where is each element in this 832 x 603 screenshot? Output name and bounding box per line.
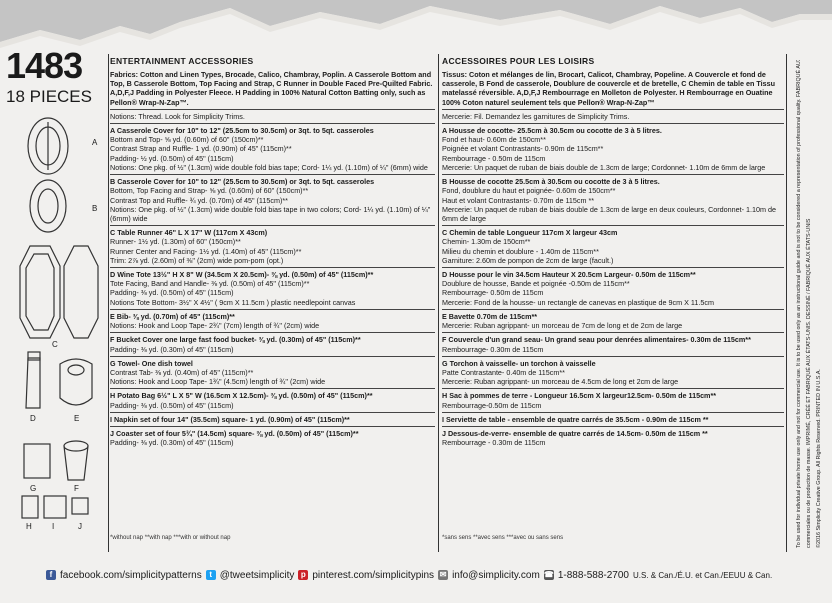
thumb-label-h: H <box>26 522 32 531</box>
section-heading: D Housse pour le vin 34.5cm Hauteur X 20.5cm Largeur- 0.50m de 115cm** <box>442 270 696 280</box>
line-drawings <box>0 108 108 548</box>
section-line: Patte Contrastante- 0.40m de 115cm** <box>442 368 565 377</box>
section-line: Chemin- 1.30m de 150cm** <box>442 237 531 247</box>
section-line: Poignée et volant Contrastants- 0.90m de 115cm** <box>442 144 604 154</box>
section-line: Notions Tote Bottom- 3½" X 4½" ( 9cm X 11.5cm ) plastic needlepoint canvas <box>110 297 356 307</box>
casserole-cover-b-icon <box>30 180 66 232</box>
thumb-label-e: E <box>74 414 80 423</box>
social-footer <box>46 566 832 584</box>
email-link[interactable]: info@simplicity.com <box>452 569 540 581</box>
facebook-link[interactable]: facebook.com/simplicitypatterns <box>60 569 202 581</box>
thumb-label-i: I <box>52 522 55 531</box>
section-line: Contrast Strap and Ruffle- 1 yd. (0.90m) of 45" (115cm)** <box>110 144 292 154</box>
section-heading: B Casserole Cover for 10" to 12" (25.5cm to 30.5cm) or 3qt. to 5qt. casseroles <box>110 177 375 187</box>
fr-section-0 <box>442 123 784 172</box>
section-heading: I Napkin set of four 14" (35.5cm) square- 1 yd. (0.90m) of 45" (115cm)** <box>110 414 350 424</box>
thumb-label-f: F <box>74 484 79 493</box>
section-line: Notions: One pkg. of ½" (1.3cm) wide double fold bias tape; Cord- 1¼ yd. (1.10m) of ¼" (6mm) wide <box>110 162 428 172</box>
thumb-label-b: B <box>92 204 98 213</box>
thumb-label-a: A <box>92 138 98 147</box>
section-line: Garniture: 2.60m de pompon de 2cm de large (facult.) <box>442 255 614 265</box>
thumb-label-c: C <box>52 340 58 349</box>
section-heading: H Sac à pommes de terre - Longueur 16.5cm X largeur12.5cm- 0.50m de 115cm** <box>442 391 717 401</box>
facebook-icon: f <box>46 570 56 580</box>
section-line: Mercerie: Fond de la housse- un rectangle de canevas en plastique de 9cm X 11.5cm <box>442 297 714 307</box>
section-line: Mercerie: Ruban agrippant- un morceau de 4.5cm de long et 2cm de large <box>442 377 679 387</box>
french-fabrics: Tissus: Coton et mélanges de lin, Brocart, Calicot, Chambray, Popeline. A Couvercle et fond de casserole, B Fond de casserole, Doublure de couvercle et de bretelle, C Chemin de table en Tissu matelassé réversible. A,D,F,J Rembourrage en Molleton de Polyester. H Rembourrage en Ouatine 100% Coton naturel seulement tels que Pellon® Wrap-N-Zap™ <box>442 69 775 107</box>
section-heading: H Potato Bag 6½" L X 5" W (16.5cm X 12.5cm)- ⅜ yd. (0.50m) of 45" (115cm)** <box>110 391 373 401</box>
section-line: Fond et haut- 0.60m de 150cm** <box>442 135 546 145</box>
section-heading: F Couvercle d'un grand seau- Un grand seau pour denrées alimentaires- 0.30m de 115cm** <box>442 335 751 345</box>
phone-note: U.S. & Can./É.U. et Can./EEUU & Can. <box>633 570 773 580</box>
vertical-line-2: commerciales ou de production de masse. IMPRIMÉ, CRÉÉ ET FABRIQUÉ AUX ÉTATS-UNIS. DESSINÉ / FABRIQUÉ AUX ÉTATS-UNIS <box>806 218 812 548</box>
french-column <box>442 56 784 551</box>
section-line: Doublure de housse, Bande et poignée -0.50m de 115cm** <box>442 279 630 289</box>
section-heading: C Table Runner 46" L X 17" W (117cm X 43cm) <box>110 228 268 238</box>
section-line: Fond, doublure du haut et poignée- 0.60m de 150cm** <box>442 186 616 196</box>
section-heading: I Serviette de table - ensemble de quatre carrés de 35.5cm - 0.90m de 115cm ** <box>442 414 709 424</box>
en-section-9 <box>110 426 435 447</box>
section-line: Padding- ⅜ yd. (0.50m) of 45" (115cm) <box>110 288 234 298</box>
section-heading: G Torchon à vaisselle- un torchon à vaisselle <box>442 358 596 368</box>
thumb-label-d: D <box>30 414 36 423</box>
section-heading: B Housse de cocotte 25.5cm à 30.5cm ou cocotte de 3 à 5 litres. <box>442 177 660 187</box>
vertical-line-1: To be used for individual private home use only and not for commercial use. It is to be used only as an instructional guide and is not to be considered a representation of professional quality. FABRIQUÉ AUX ÉTATS-UNIS <box>796 60 802 548</box>
phone-icon: ☎ <box>543 570 554 579</box>
english-footnote: *without nap **with nap ***with or without nap <box>110 535 231 542</box>
pieces-count: 18 PIECES <box>6 87 92 106</box>
french-title: ACCESSOIRES POUR LES LOISIRS <box>442 56 595 66</box>
section-line: Rembourrage - 0.50m de 115cm <box>442 153 546 163</box>
section-heading: A Casserole Cover for 10" to 12" (25.5cm to 30.5cm) or 3qt. to 5qt. casseroles <box>110 125 374 135</box>
vertical-legal-text <box>790 60 832 550</box>
napkin-i-icon <box>44 496 66 518</box>
en-section-1 <box>110 174 435 223</box>
section-line: Rembourrage - 0.30m de 115cm <box>442 438 546 448</box>
section-line: Padding- ⅜ yd. (0.30m) of 45" (115cm) <box>110 438 234 448</box>
section-line: Rembourrage- 0.50m de 115cm <box>442 288 544 298</box>
torn-top-edge <box>0 0 832 60</box>
fr-section-6 <box>442 356 784 387</box>
english-column <box>110 56 435 551</box>
section-line: Rembourrage- 0.30m de 115cm <box>442 344 544 354</box>
section-heading: J Dessous-de-verre- ensemble de quatre carrés de 14.5cm- 0.50m de 115cm ** <box>442 429 708 439</box>
french-yardage-sections <box>442 123 784 448</box>
pinterest-icon: p <box>298 570 308 580</box>
section-heading: D Wine Tote 13½" H X 8" W (34.5cm X 20.5cm)- ⅜ yd. (0.50m) of 45" (115cm)** <box>110 270 374 280</box>
section-heading: E Bavette 0.70m de 115cm** <box>442 311 538 321</box>
en-section-2 <box>110 225 435 265</box>
column-divider <box>108 54 109 552</box>
section-line: Mercerie: Un paquet de ruban de biais double de 1.3cm de large en deux couleurs, Cordonnet- 1.10m de 6mm de large <box>442 204 777 223</box>
section-line: Padding- ⅜ yd. (0.30m) of 45" (115cm) <box>110 344 234 354</box>
twitter-link[interactable]: @tweetsimplicity <box>219 569 295 581</box>
fr-section-1 <box>442 174 784 223</box>
english-fabrics: Fabrics: Cotton and Linen Types, Brocade, Calico, Chambray, Poplin. A Casserole Bottom and Top, B Casserole Bottom, Top Facing and Strap, C Runner in Double Faced Pre-Quilted Fabric. A,D,F,J Padding in Polyester Fleece. H Padding in 100% Natural Cotton Batting only, such as Pellon® Wrap-N-Zap™. <box>110 69 433 107</box>
fr-section-4 <box>442 309 784 330</box>
section-heading: C Chemin de table Longueur 117cm X largeur 43cm <box>442 228 618 238</box>
section-line: Notions: Hook and Loop Tape- 2¾" (7cm) length of ¾" (2cm) wide <box>110 321 320 331</box>
en-section-0 <box>110 123 435 172</box>
section-line: Contrast Top and Ruffle- ¾ yd. (0.70m) of 45" (115cm)** <box>110 195 288 205</box>
section-line: Milieu du chemin et doublure - 1.40m de 115cm** <box>442 246 599 256</box>
section-line: Notions: Hook and Loop Tape- 1¾" (4.5cm) length of ¾" (2cm) wide <box>110 377 326 387</box>
section-heading: F Bucket Cover one large fast food bucket- ⅜ yd. (0.30m) of 45" (115cm)** <box>110 335 361 345</box>
en-section-3 <box>110 267 435 307</box>
section-line: Padding- ⅜ yd. (0.50m) of 45" (115cm) <box>110 400 234 410</box>
french-footnote: *sans sens **avec sens ***avec ou sans sens <box>442 535 564 542</box>
section-line: Bottom, Top Facing and Strap- ⅝ yd. (0.60m) of 60" (150cm)** <box>110 186 309 196</box>
section-line: Haut et volant Contrastants- 0.70m de 115cm ** <box>442 195 595 205</box>
section-heading: J Coaster set of four 5¾" (14.5cm) square- ⅜ yd. (0.50m) of 45" (115cm)** <box>110 429 359 439</box>
potato-bag-h-icon <box>22 496 38 518</box>
section-line: Runner- 1½ yd. (1.30m) of 60" (150cm)** <box>110 237 241 247</box>
section-line: Bottom and Top- ⅝ yd. (0.60m) of 60" (150cm)** <box>110 135 264 145</box>
twitter-icon: t <box>206 570 216 580</box>
section-line: Trim: 2⅞ yd. (2.60m) of ⅜" (2cm) wide pom-pom (opt.) <box>110 255 284 265</box>
pattern-pieces-thumbnails <box>0 108 108 548</box>
section-line: Padding- ½ yd. (0.50m) of 45" (115cm) <box>110 153 234 163</box>
vertical-line-3: ©2016 Simplicity Creative Group. All Rights Reserved. PRINTED IN U.S.A. <box>816 369 822 548</box>
fr-section-3 <box>442 267 784 307</box>
section-line: Runner Center and Facing- 1½ yd. (1.40m) of 45" (115cm)** <box>110 246 302 256</box>
thumb-label-j: J <box>78 522 82 531</box>
section-line: Notions: One pkg. of ½" (1.3cm) wide double fold bias tape in two colors; Cord- 1¼ yd. (1.10m) of ¼" (6mm) wide <box>110 204 431 223</box>
bib-e-icon <box>60 359 92 405</box>
en-section-5 <box>110 332 435 353</box>
french-notions: Mercerie: Fil. Demandez les garnitures de Simplicity Trims. <box>442 109 784 121</box>
fr-section-7 <box>442 388 784 409</box>
bucket-cover-f-icon <box>64 441 88 451</box>
section-line: Mercerie: Ruban agrippant- un morceau de 7cm de long et de 2cm de large <box>442 321 683 331</box>
section-line: Tote Facing, Band and Handle- ⅜ yd. (0.50m) of 45" (115cm)** <box>110 279 310 289</box>
pattern-number: 1483 <box>6 45 83 86</box>
phone-number: 1-888-588-2700 <box>557 569 629 581</box>
column-divider <box>786 54 787 552</box>
section-heading: G Towel- One dish towel <box>110 358 193 368</box>
fr-section-8 <box>442 412 784 424</box>
column-divider <box>438 54 439 552</box>
wine-tote-d-icon <box>26 358 40 408</box>
coaster-j-icon <box>72 498 88 514</box>
pinterest-link[interactable]: pinterest.com/simplicitypins <box>312 569 435 581</box>
section-heading: E Bib- ⅜ yd. (0.70m) of 45" (115cm)** <box>110 311 235 321</box>
en-section-7 <box>110 388 435 409</box>
section-line: Mercerie: Un paquet de ruban de biais double de 1.3cm de large; Cordonnet- 1.10m de 6mm de large <box>442 162 766 172</box>
fr-section-5 <box>442 332 784 353</box>
fr-section-2 <box>442 225 784 265</box>
english-notions: Notions: Thread. Look for Simplicity Trims. <box>110 109 435 121</box>
en-section-6 <box>110 356 435 387</box>
thumb-label-g: G <box>30 484 37 493</box>
email-icon: ✉ <box>439 570 447 579</box>
english-yardage-sections <box>110 123 435 448</box>
en-section-8 <box>110 412 435 424</box>
en-section-4 <box>110 309 435 330</box>
section-line: Rembourrage-0.50m de 115cm <box>442 400 542 410</box>
section-line: Contrast Tab- ⅜ yd. (0.40m) of 45" (115cm)** <box>110 368 254 377</box>
english-title: ENTERTAINMENT ACCESSORIES <box>110 56 254 66</box>
section-heading: A Housse de cocotte- 25.5cm à 30.5cm ou cocotte de 3 à 5 litres. <box>442 125 662 135</box>
fr-section-9 <box>442 426 784 447</box>
towel-g-icon <box>24 444 50 478</box>
